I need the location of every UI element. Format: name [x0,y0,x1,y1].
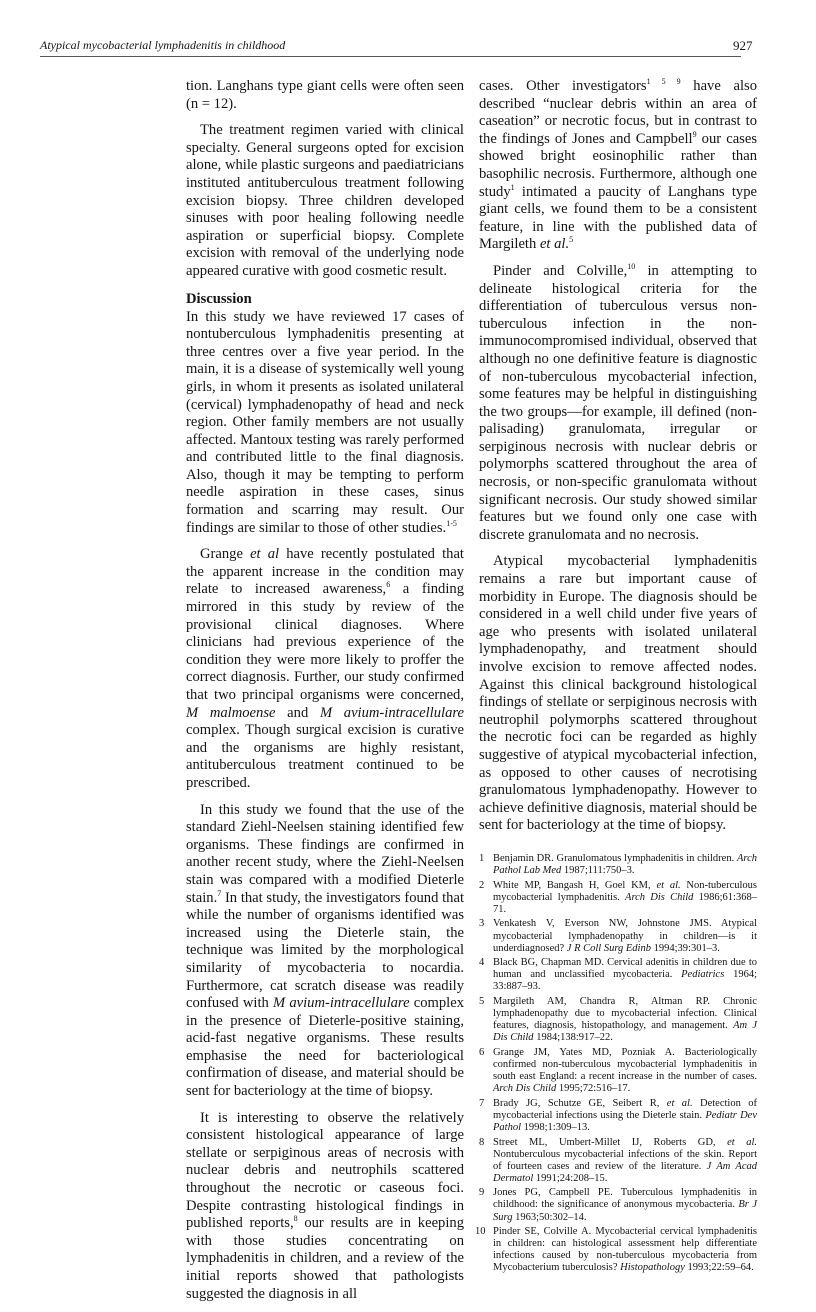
citation: 1 [510,182,515,192]
right-column [475,77,758,1277]
citation: 1-5 [446,518,457,528]
citation: 5 [569,235,574,245]
paragraph-discussion-1: In this study we have reviewed 17 cases of nontuberculous lymphadenitis presenting at three centres over a five year period. In the main, it is a disease of systemically well young girls, in whom it presents as isolated unilateral (cervical) lymphadenopathy of head and neck region. Other family members are not usually affected. Mantoux testing was rarely performed and contributed little to the final diagnosis. Also, though it may be tempting to perform needle aspiration in these cases, sinus formation and scarring may result. Our findings are similar to those of other studies.$^{1-5}$ [186,308,464,536]
reference-list [475,852,758,1275]
paragraph-discussion-5: cases. Other investigators$^{1 5 9}$ have also described “nuclear debris within an area of caseation” or necrotic focus, but in contrast to the findings of Jones and Campbell$^9$ our cases showed bright eosinophilic rather than basophilic necrosis. Furthermore, although one study$^1$ intimated a paucity of Langhans type giant cells, we found them to be a consistent feature, in line with the published data of Margileth et al.$^5$ [479,77,758,253]
reference-item: 7 Brady JG, Schutze GE, Seibert R, et al. Detection of mycobacterial infections using the Dieterle stain. Pediatr Dev Pathol 1998;1:309–13. [479,1097,758,1133]
paragraph-discussion-4: It is interesting to observe the relatively consistent histological appearance of large stellate or serpiginous areas of necrosis with nuclear debris and neutrophils scattered throughout the necrotic or caseous foci. Despite contrasting histological findings in published reports,$^8$ our results are in keeping with those studies concentrating on lymphadenitis in children, and a review of the initial reports showed that pathologists suggested the diagnosis in all [186,1109,464,1302]
reference-item: 8 Street ML, Umbert-Millet IJ, Roberts GD, et al. Nontuberculous mycobacterial infections of the skin. Report of fourteen cases and review of the literature. J Am Acad Dermatol 1991;24:208–15. [479,1136,757,1184]
citation: 7 [217,888,222,898]
reference-item: 2 White MP, Bangash H, Goel KM, et al. Non-tuberculous mycobacterial lymphadenitis. Arch Dis Child 1986;61:368–71. [479,879,757,915]
header-rule [40,56,741,57]
left-column [186,78,464,1312]
paragraph-discussion-2: Grange et al have recently postulated that the apparent increase in the condition may relate to increased awareness,$^6$ a finding mirrored in this study by review of the provisional clinical diagnoses. Where clinicians had previous experience of the condition they were more likely to proffer the correct diagnosis. Further, our study confirmed that two principal organisms were concerned, M malmoense and M avium-intracellulare complex. Though surgical excision is curative and the organisms are highly resistant, antituberculous treatment continued to be prescribed. [186,546,465,791]
running-header [40,38,753,58]
citation: 10 [627,261,636,271]
reference-item: 4 Black BG, Chapman MD. Cervical adenitis in children due to human and unclassified mycobacteria. Pediatrics 1964; 33:887–93. [479,957,757,993]
paragraph-discussion-3: In this study we found that the use of the standard Ziehl-Neelsen staining identified few organisms. These findings are confirmed in another recent study, where the Ziehl-Neelsen stain was compared with a modified Dieterle stain.$^7$ In that study, the investigators found that while the number of organisms identified was increased using the Dieterle stain, the technique was limited by the morphological similarity of mycobacteria to nocardia. Furthermore, cat scratch disease was readily confused with M avium-intracellulare complex in the presence of Dieterle-positive staining, acid-fast negative organisms. These results emphasise the need for bacteriological confirmation of disease, and material should be sent for bacteriology at the time of biopsy. [186,801,464,1100]
discussion-heading: Discussion [186,290,252,307]
citation: 9 [692,129,697,139]
reference-item: 10 Pinder SE, Colville A. Mycobacterial cervical lymphadenitis in children: can histological assessment help differentiate infections caused by non-tuberculous mycobacteria from Mycobacterium tuberculosis? Histopathology 1993;22:59–64. [475,1226,757,1274]
citation: 6 [386,580,391,590]
reference-item: 3 Venkatesh V, Everson NW, Johnstone JMS. Atypical mycobacterial lymphadenopathy in children—is it underdiagnosed? J R Coll Surg Edinb 1994;39:301–3. [479,918,757,954]
paragraph-results-end: tion. Langhans type giant cells were often seen (n = 12). [186,78,464,112]
running-title: Atypical mycobacterial lymphadenitis in childhood [40,38,286,52]
citation: 1 5 9 [646,77,681,86]
reference-item: 6 Grange JM, Yates MD, Pozniak A. Bacteriologically confirmed non-tuberculous mycobacterial lymphadenitis in south east England: a recent increase in the number of cases. Arch Dis Child 1995;72:516–17. [479,1046,757,1095]
paragraph-conclusion: Atypical mycobacterial lymphadenitis remains a rare but important cause of morbidity in Europe. The diagnosis should be considered in a well child under five years of age who presents with isolated unilateral lymphadenopathy, and treatment should involve excision to remove affected nodes. Against this clinical background histological findings of stellate or serpiginous necrosis with neutrophil polymorphs scattered throughout the necrotic foci can be regarded as highly suggestive of atypical mycobacterial infection, as opposed to other causes of necrotising granulomatous lymphadenopathy. However to achieve definitive diagnosis, material should be sent for bacteriology at the time of biopsy. [479,553,758,834]
page-number: 927 [733,38,753,53]
reference-item: 9 Jones PG, Campbell PE. Tuberculous lymphadenitis in childhood: the significance of anonymous mycobacteria. Br J Surg 1963;50:302–14. [479,1187,757,1223]
paragraph-treatment: The treatment regimen varied with clinical specialty. General surgeons opted for excision alone, while plastic surgeons and paediatricians instituted antituberculous treatment following excision biopsy. Three children developed sinuses with poor healing following needle aspiration or superficial biopsy. Complete excision with removal of the underlying node appeared curative with good cosmetic result. [186,122,464,279]
reference-item: 1 Benjamin DR. Granulomatous lymphadenitis in children. Arch Pathol Lab Med 1987;111:750–3. [479,852,757,877]
reference-item: 5 Margileth AM, Chandra R, Altman RP. Chronic lymphadenopathy due to mycobacterial infection. Clinical features, diagnosis, histopathology, and management. Am J Dis Child 1984;138:917–22. [479,995,757,1044]
paragraph-discussion-6: Pinder and Colville,$^{10}$ in attempting to delineate histological criteria for the differentiation of tuberculous versus non-tuberculous infection in the non-immunocompromised individual, observed that although no one definitive feature is diagnostic of non-tuberculous mycobacterial infection, some features may be helpful in distinguishing the two groups—for example, ill defined (non-palisading) granulomata, irregular or serpiginous necrosis with nuclear debris or polymorphs scattered throughout the area of necrosis, or non-specific granulomata without significant necrosis. Our study showed similar features but we found only one case with discrete granulomata and no necrosis. [479,261,757,543]
citation: 8 [293,1214,298,1224]
